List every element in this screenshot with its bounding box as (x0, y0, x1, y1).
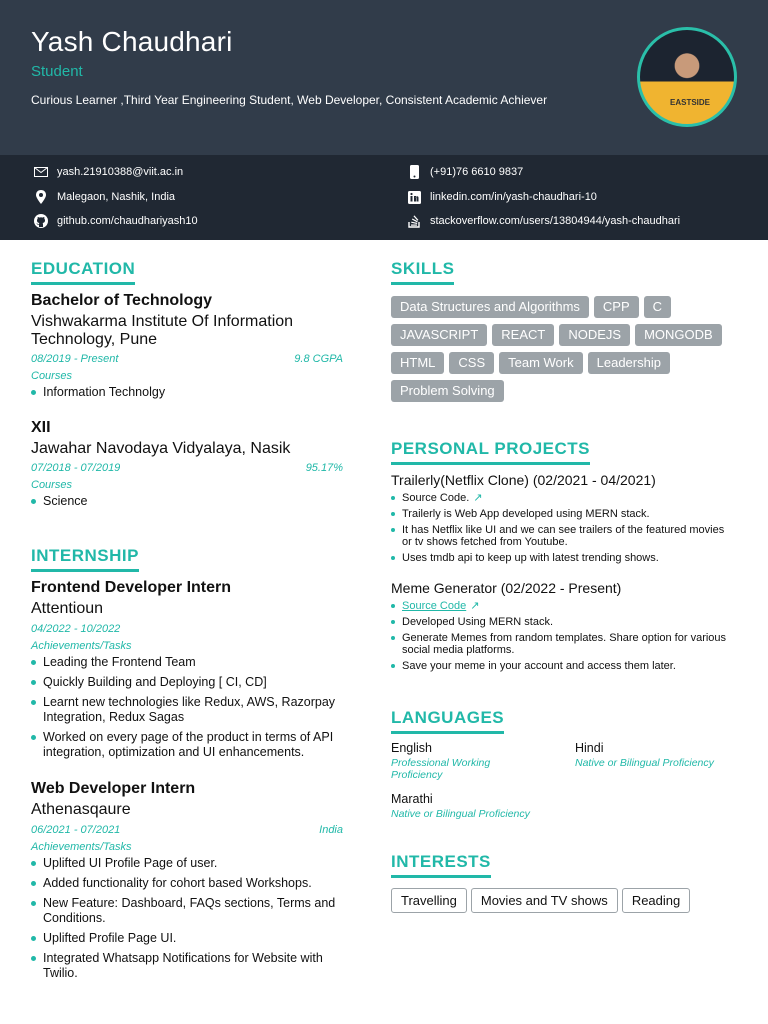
interest-tag: Movies and TV shows (471, 888, 618, 913)
position-title: Frontend Developer Intern (31, 579, 232, 596)
project-title: Meme Generator (02/2022 - Present) (391, 580, 622, 596)
project-title: Trailerly(Netflix Clone) (02/2021 - 04/2021) (391, 472, 656, 488)
education-score: 95.17% (305, 462, 343, 474)
tasks-label: Achievements/Tasks (31, 841, 132, 853)
internship-meta (31, 824, 343, 836)
project-point: Trailerly is Web App developed using MERN stack. (391, 508, 737, 520)
education-dates: 07/2018 - 07/2019 (31, 462, 121, 474)
degree-name: Bachelor of Technology (31, 292, 213, 309)
internship-meta (31, 623, 343, 635)
position-title: Web Developer Intern (31, 780, 196, 797)
skill-tag: C (644, 296, 671, 318)
skill-tag: Leadership (588, 352, 670, 374)
avatar (637, 27, 737, 127)
skill-tag: Data Structures and Algorithms (391, 296, 589, 318)
profile-summary: Curious Learner ,Third Year Engineering Student, Web Developer, Consistent Academic Achiever (31, 93, 548, 107)
project-source-item[interactable] (391, 600, 737, 612)
course-item: Information Technolgy (31, 385, 343, 400)
projects-heading: PERSONAL PROJECTS (391, 439, 590, 465)
linkedin-icon (406, 190, 422, 204)
resume-header (0, 0, 768, 155)
source-code-link[interactable]: Source Code. (402, 492, 470, 504)
project-point: Generate Memes from random templates. Share option for various social media platforms. (391, 632, 737, 656)
internship-heading: INTERNSHIP (31, 546, 139, 572)
linkedin-text: linkedin.com/in/yash-chaudhari-10 (430, 191, 597, 203)
language-level: Native or Bilingual Proficiency (575, 757, 714, 769)
internship-entry (31, 780, 343, 981)
project-point: It has Netflix like UI and we can see trailers of the featured movies or tv shows fetched from Youtube. (391, 524, 737, 548)
skill-tag: Team Work (499, 352, 583, 374)
interest-tag: Travelling (391, 888, 467, 913)
task-item: Leading the Frontend Team (31, 655, 343, 670)
skill-tag: REACT (492, 324, 554, 346)
task-item: Added functionality for cohort based Workshops. (31, 876, 343, 891)
course-item: Science (31, 494, 343, 509)
contact-phone[interactable] (406, 165, 523, 179)
tasks-list (31, 655, 343, 760)
interests-list (391, 888, 737, 913)
contact-linkedin[interactable] (406, 190, 597, 204)
education-entry (31, 419, 343, 509)
contact-github[interactable] (33, 214, 198, 228)
task-item: Uplifted Profile Page UI. (31, 931, 343, 946)
project-entry (391, 472, 737, 568)
language-name: Marathi (391, 792, 433, 806)
project-points (391, 600, 737, 672)
github-text: github.com/chaudhariyash10 (57, 215, 198, 227)
company-name: Athenasqaure (31, 801, 131, 818)
external-link-icon[interactable]: ↗ (470, 600, 480, 612)
languages-heading: LANGUAGES (391, 708, 504, 734)
skill-tag: CPP (594, 296, 639, 318)
internship-entry (31, 579, 343, 760)
institution-name: Vishwakarma Institute Of Information Technology, Pune (31, 313, 294, 348)
education-meta (31, 353, 343, 365)
job-role: Student (31, 63, 83, 80)
courses-label: Courses (31, 479, 72, 491)
language-name: English (391, 741, 432, 755)
project-entry (391, 580, 737, 676)
task-item: Worked on every page of the product in terms of API integration, optimization and UI enhancements. (31, 730, 343, 760)
education-score: 9.8 CGPA (294, 353, 343, 365)
internship-location: India (319, 824, 343, 836)
skills-heading: SKILLS (391, 259, 454, 285)
skill-tag: MONGODB (635, 324, 722, 346)
skill-tag: Problem Solving (391, 380, 504, 402)
project-point: Save your meme in your account and access them later. (391, 660, 737, 672)
location-icon (33, 190, 49, 204)
location-text: Malegaon, Nashik, India (57, 191, 176, 203)
contact-email[interactable] (33, 165, 183, 179)
project-point: Uses tmdb api to keep up with latest trending shows. (391, 552, 737, 564)
contact-bar (0, 155, 768, 240)
phone-text: (+91)76 6610 9837 (430, 166, 524, 178)
education-dates: 08/2019 - Present (31, 353, 119, 365)
courses-label: Courses (31, 370, 72, 382)
avatar-shirt-text: EASTSIDE (670, 98, 711, 107)
source-code-link[interactable]: Source Code (402, 600, 467, 612)
project-points (391, 492, 737, 564)
full-name: Yash Chaudhari (31, 26, 233, 57)
phone-icon (406, 165, 422, 179)
education-meta (31, 462, 343, 474)
project-point: Developed Using MERN stack. (391, 616, 737, 628)
github-icon (33, 214, 49, 228)
task-item: Integrated Whatsapp Notifications for Website with Twilio. (31, 951, 343, 981)
external-link-icon[interactable]: ↗ (473, 492, 483, 504)
tasks-list (31, 856, 343, 981)
skill-tag: JAVASCRIPT (391, 324, 487, 346)
language-name: Hindi (575, 741, 604, 755)
company-name: Attentioun (31, 600, 104, 617)
task-item: Learnt new technologies like Redux, AWS, Razorpay Integration, Redux Sagas (31, 695, 343, 725)
education-heading: EDUCATION (31, 259, 135, 285)
task-item: Uplifted UI Profile Page of user. (31, 856, 343, 871)
task-item: New Feature: Dashboard, FAQs sections, Terms and Conditions. (31, 896, 343, 926)
skills-list (391, 296, 741, 408)
courses-list (31, 385, 343, 400)
email-icon (33, 165, 49, 179)
internship-dates: 06/2021 - 07/2021 (31, 824, 121, 836)
language-level: Professional Working Proficiency (391, 757, 491, 781)
stackoverflow-text: stackoverflow.com/users/13804944/yash-chaudhari (430, 215, 681, 227)
language-entry (391, 741, 561, 781)
degree-name: XII (31, 419, 51, 436)
language-entry (391, 792, 591, 820)
skill-tag: NODEJS (559, 324, 630, 346)
institution-name: Jawahar Navodaya Vidyalaya, Nasik (31, 440, 291, 457)
interest-tag: Reading (622, 888, 690, 913)
contact-location (33, 190, 175, 204)
contact-stackoverflow[interactable] (406, 214, 680, 228)
education-entry (31, 292, 343, 400)
skill-tag: CSS (449, 352, 494, 374)
email-text: yash.21910388@viit.ac.in (57, 166, 184, 178)
internship-dates: 04/2022 - 10/2022 (31, 623, 121, 635)
interests-heading: INTERESTS (391, 852, 491, 878)
stackoverflow-icon (406, 214, 422, 228)
language-level: Native or Bilingual Proficiency (391, 808, 530, 820)
task-item: Quickly Building and Deploying [ CI, CD] (31, 675, 343, 690)
project-source-item[interactable] (391, 492, 737, 504)
skill-tag: HTML (391, 352, 444, 374)
courses-list (31, 494, 343, 509)
tasks-label: Achievements/Tasks (31, 640, 132, 652)
language-entry (575, 741, 745, 769)
